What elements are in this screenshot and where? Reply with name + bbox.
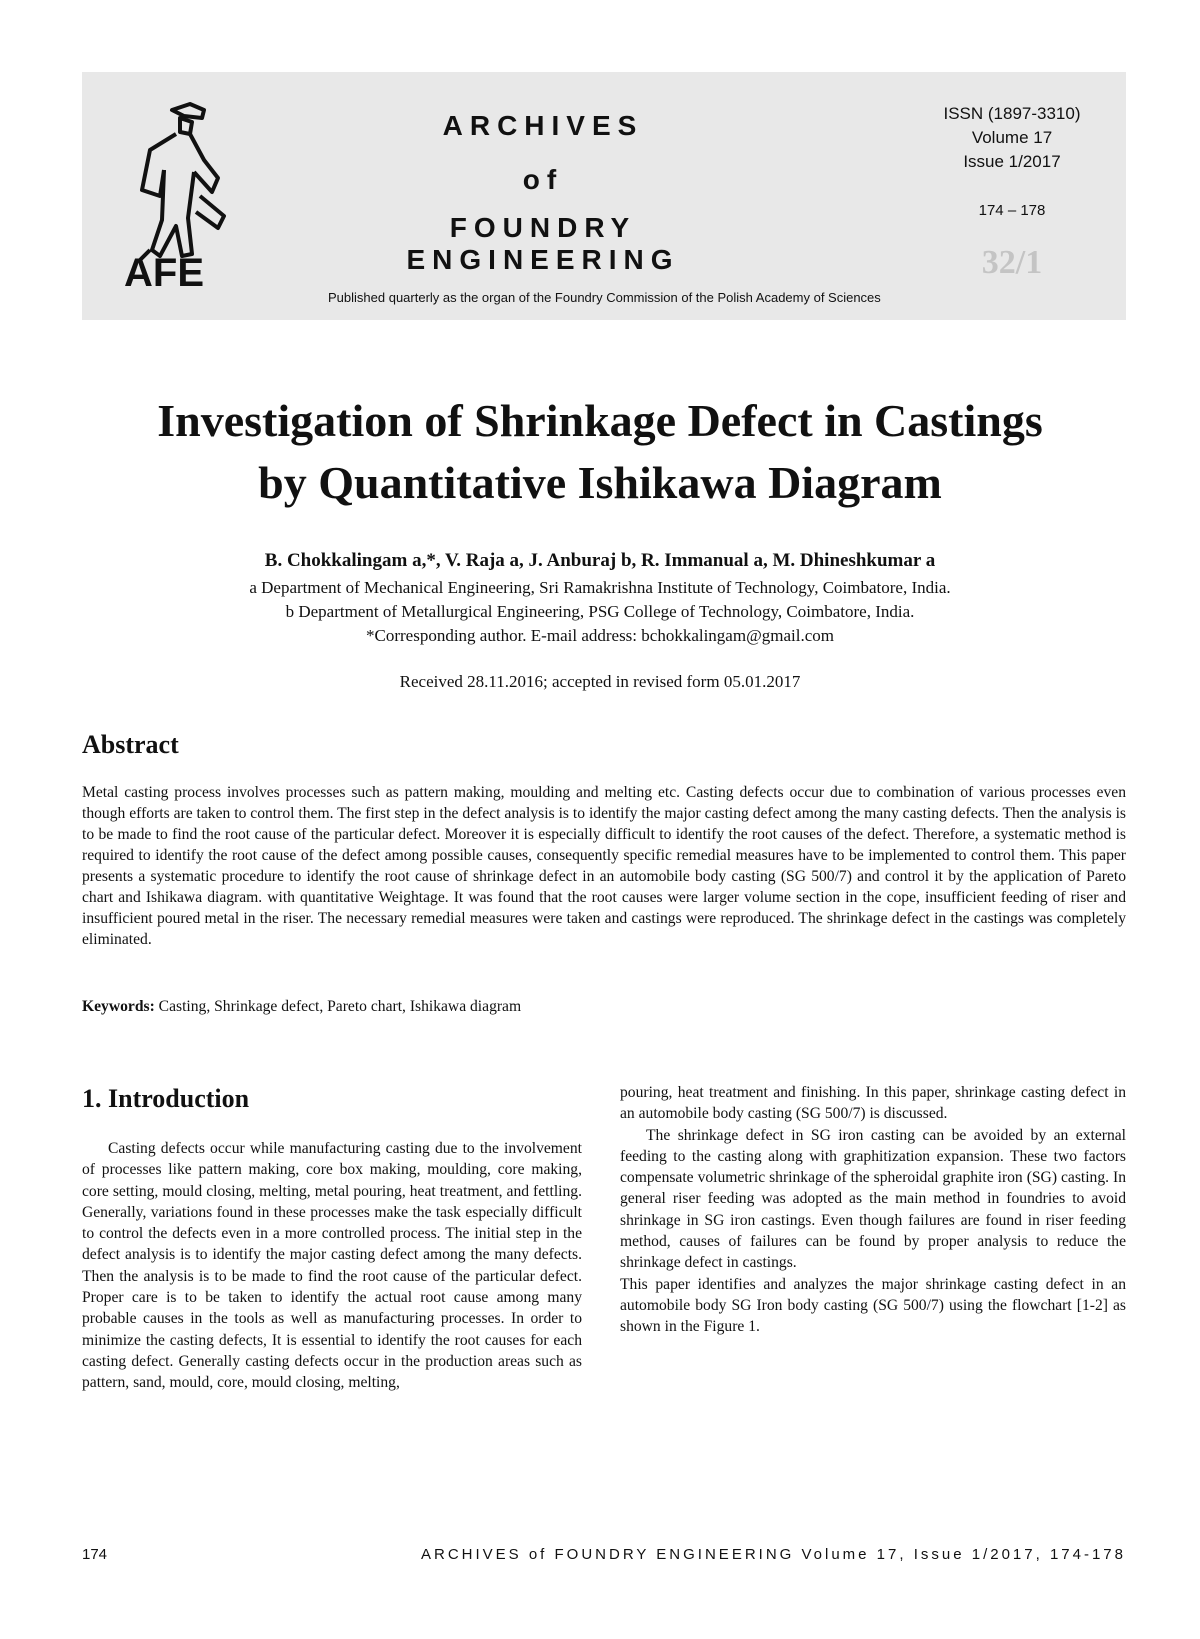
intro-paragraph: The shrinkage defect in SG iron casting can be avoided by an external feeding to the casting along with graphitization expansion. These two factors compensate volumetric shrinkage of the spheroidal graphite iron (SG) casting. In general riser feeding was adopted as the main method in foundries to avoid shrinkage in SG iron castings. Even though failures are found in riser feeding method, causes of failures can be found by proper analysis to reduce the shrinkage defect in castings. (620, 1126, 1126, 1272)
right-column (620, 1082, 1126, 1338)
issn: ISSN (1897-3310) (943, 104, 1081, 123)
footer-page-number: 174 (82, 1546, 108, 1563)
intro-paragraph: This paper identifies and analyzes the major shrinkage casting defect in an automobile body SG Iron body casting (SG 500/7) using the flowchart [1-2] as shown in the Figure 1. (620, 1275, 1126, 1336)
journal-title-line1: ARCHIVES (442, 110, 644, 141)
footer-journal-reference: ARCHIVES of FOUNDRY ENGINEERING Volume 17, Issue 1/2017, 174-178 (420, 1546, 1126, 1563)
keywords-text: Casting, Shrinkage defect, Pareto chart, Ishikawa diagram (158, 998, 522, 1015)
affiliation-a: a Department of Mechanical Engineering, Sri Ramakrishna Institute of Technology, Coimbatore, India. (249, 578, 951, 597)
journal-header (82, 72, 1126, 320)
received-dates: Received 28.11.2016; accepted in revised form 05.01.2017 (399, 672, 801, 691)
keywords-label: Keywords: (82, 998, 155, 1015)
foundry-worker-logo (120, 100, 240, 290)
left-column (82, 1138, 582, 1394)
published-note: Published quarterly as the organ of the Foundry Commission of the Polish Academy of Sciences (328, 290, 881, 305)
volume: Volume 17 (971, 128, 1053, 147)
intro-paragraph: Casting defects occur while manufacturing casting due to the involvement of processes like pattern making, core box making, moulding, core making, core setting, mould closing, melting, metal pouring, heat treatment, and fettling. Generally, variations found in these processes make the task especially difficult to control the defects even in a more controlled process. The initial step in the defect analysis is to identify the major casting defect among the many defects. Then the analysis is to be made to find the root cause of the particular defect. Proper care is to be taken to identify the actual root cause among many probable causes in the tools as well as manufacturing processes. In order to minimize the casting defects, It is essential to identify the root causes for each casting defect. Generally casting defects occur in the production areas such as pattern, sand, mould, core, mould closing, melting, (82, 1140, 582, 1392)
paper-title (60, 390, 1140, 514)
title-line1: Investigation of Shrinkage Defect in Castings (157, 395, 1043, 446)
intro-paragraph-continued: pouring, heat treatment and finishing. In this paper, shrinkage casting defect in an automobile body casting (SG 500/7) is discussed. (620, 1084, 1126, 1123)
issue: Issue 1/2017 (963, 152, 1061, 171)
journal-title-line3: FOUNDRY ENGINEERING (406, 212, 680, 275)
article-number: 32/1 (981, 244, 1043, 281)
abstract-text: Metal casting process involves processes such as pattern making, moulding and melting etc. Casting defects occur due to combination of various processes even though efforts are taken to control them. The first step in the defect analysis is to identify the major casting defect among the many casting defects. Then the analysis is to be made to find the root cause of the particular defect. Moreover it is especially difficult to identify the root causes of the defect. Therefore, a systematic method is required to identify the root cause of the defect among possible causes, consequently specific remedial measures have to be implemented to control them. This paper presents a systematic procedure to identify the root cause of shrinkage defect in an automobile body casting (SG 500/7) and control it by the application of Pareto chart and Ishikawa diagram. with quantitative Weightage. It was found that the root causes were larger volume section in the cope, insufficient feeding of riser and insufficient poured metal in the riser. The necessary remedial measures were taken and castings were reproduced. The shrinkage defect in the castings was completely eliminated. (82, 784, 1126, 948)
keywords (82, 998, 1126, 1016)
issn-block (912, 102, 1112, 174)
affiliation-b: b Department of Metallurgical Engineering, PSG College of Technology, Coimbatore, India. (285, 602, 915, 621)
corresponding-author: *Corresponding author. E-mail address: bchokkalingam@gmail.com (366, 626, 834, 645)
author-list: B. Chokkalingam a,*, V. Raja a, J. Anburaj b, R. Immanual a, M. Dhineshkumar a (264, 550, 936, 571)
abstract-heading: Abstract (82, 730, 179, 759)
title-line2: by Quantitative Ishikawa Diagram (258, 457, 942, 508)
page-range: 174 – 178 (978, 202, 1046, 219)
journal-title-line2: of (522, 164, 564, 195)
introduction-heading: 1. Introduction (82, 1084, 250, 1113)
logo-text: AFE (124, 251, 204, 290)
